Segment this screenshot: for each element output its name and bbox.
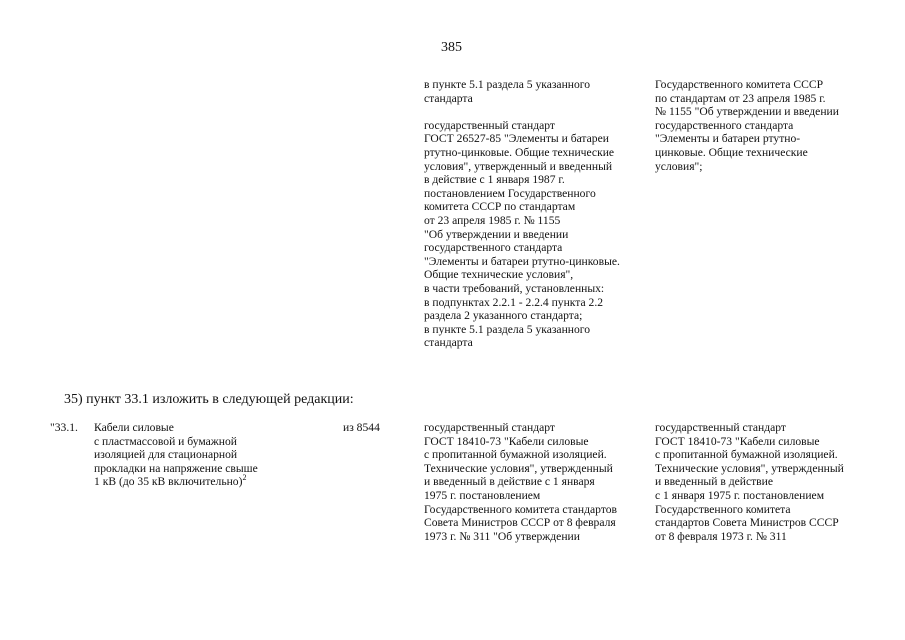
page-number: 385 xyxy=(441,40,462,55)
amendment-heading: 35) пункт 33.1 изложить в следующей редакции: xyxy=(64,392,354,407)
row-standard-text-column4: государственный стандарт ГОСТ 18410-73 "Кабели силовые с пропитанной бумажной изоляцией. Технические условия", утвержденный и введенный в действие с 1 января 1975 г. постановлением Государственного комитета стандартов Совета Министров СССР от 8 февраля 1973 г. № 311 xyxy=(655,421,844,543)
upper-standard-text-column4: Государственного комитета СССР по стандартам от 23 апреля 1985 г. № 1155 "Об утверждении и введении государственного стандарта "Элементы и батареи ртутно- цинковые. Общие технические условия"; xyxy=(655,78,839,173)
row-standard-text-column3: государственный стандарт ГОСТ 18410-73 "Кабели силовые с пропитанной бумажной изоляцией. Технические условия", утвержденный и введенный в действие с 1 января 1975 г. постановлением Государственного комитета стандартов Совета Министров СССР от 8 февраля 1973 г. № 311 "Об утверждении xyxy=(424,421,618,543)
product-name xyxy=(94,421,258,489)
upper-standard-text-column3: в пункте 5.1 раздела 5 указанного стандарта государственный стандарт ГОСТ 26527-85 "Элементы и батареи ртутно-цинковые. Общие технические условия", утвержденный и введенный в действие с 1 января 1987 г. постановлением Государственного комитета СССР по стандартам от 23 апреля 1985 г. № 1155 "Об утверждении и введении государственного стандарта "Элементы и батареи ртутно-цинковые. Общие технические условия", в части требований, установленных: в подпунктах 2.2.1 - 2.2.4 пункта 2.2 раздела 2 указанного стандарта; в пункте 5.1 раздела 5 указанного стандарта xyxy=(424,78,620,350)
commodity-code: из 8544 xyxy=(343,421,380,434)
row-number: "33.1. xyxy=(50,421,78,434)
footnote-marker: 2 xyxy=(242,473,247,483)
product-name-text: Кабели силовые с пластмассовой и бумажной изоляцией для стационарной прокладки на напряжение свыше 1 кВ (до 35 кВ включительно) xyxy=(94,421,258,489)
